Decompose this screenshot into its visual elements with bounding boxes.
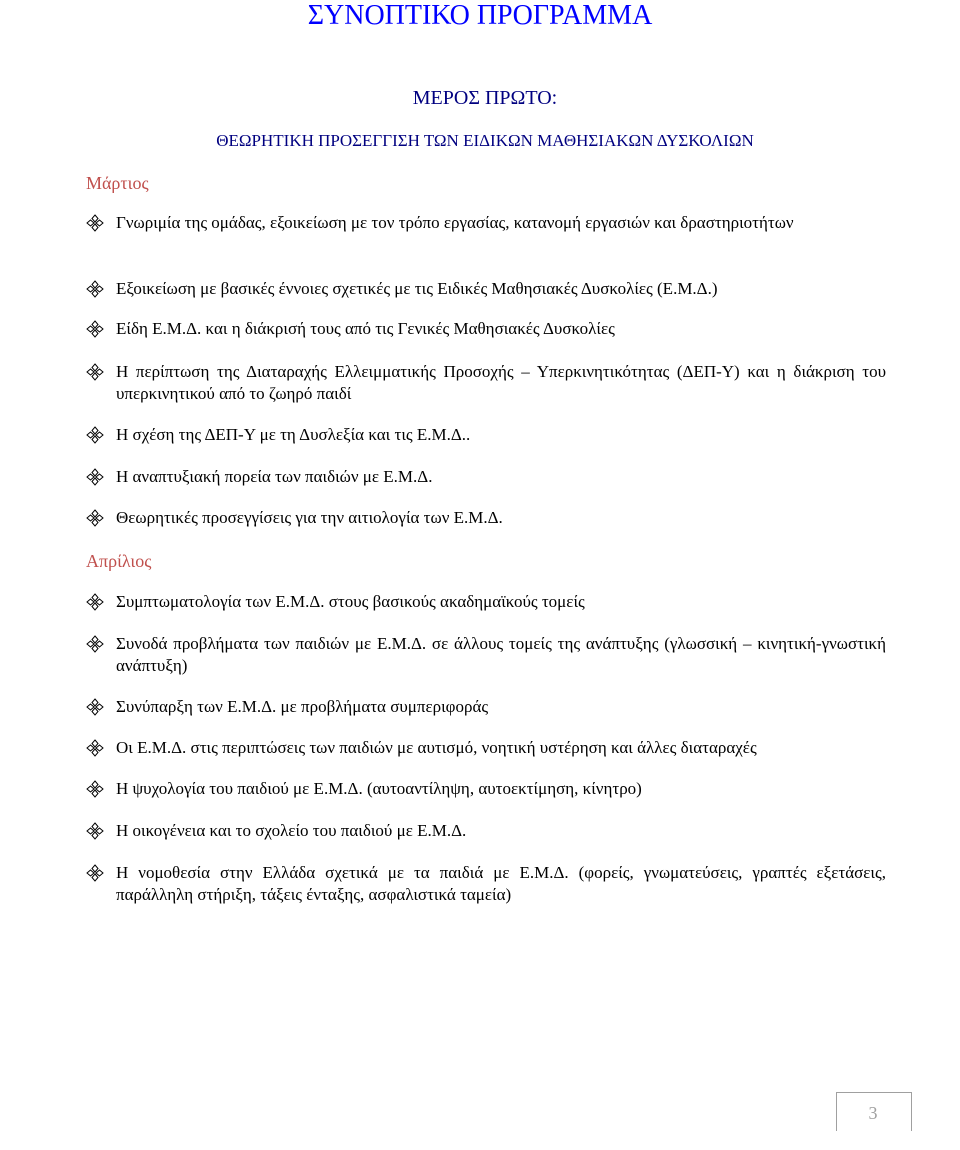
list-item [86, 633, 886, 677]
four-diamond-bullet-icon [86, 864, 104, 882]
list-item-text: Θεωρητικές προσεγγίσεις για την αιτιολογία των Ε.Μ.Δ. [116, 508, 503, 527]
list-item [86, 361, 886, 405]
four-diamond-bullet-icon [86, 509, 104, 527]
list-item [86, 212, 886, 234]
list-item [86, 278, 886, 300]
four-diamond-bullet-icon [86, 320, 104, 338]
month-heading-april: Απρίλιος [86, 551, 152, 571]
four-diamond-bullet-icon [86, 593, 104, 611]
list-item-text: Οι Ε.Μ.Δ. στις περιπτώσεις των παιδιών με αυτισμό, νοητική υστέρηση και άλλες διαταραχές [116, 738, 757, 757]
list-item [86, 318, 886, 340]
list-item-text: Η σχέση της ΔΕΠ-Υ με τη Δυσλεξία και τις Ε.Μ.Δ.. [116, 425, 471, 444]
four-diamond-bullet-icon [86, 214, 104, 232]
list-item-text: Εξοικείωση με βασικές έννοιες σχετικές με τις Ειδικές Μαθησιακές Δυσκολίες (Ε.Μ.Δ.) [116, 279, 718, 298]
list-item-text: Συμπτωματολογία των Ε.Μ.Δ. στους βασικούς ακαδημαϊκούς τομείς [116, 592, 585, 611]
list-item-text: Η οικογένεια και το σχολείο του παιδιού με Ε.Μ.Δ. [116, 821, 467, 840]
list-item [86, 466, 886, 488]
list-item-text: Η αναπτυξιακή πορεία των παιδιών με Ε.Μ.Δ. [116, 467, 433, 486]
list-item-text: Η ψυχολογία του παιδιού με Ε.Μ.Δ. (αυτοαντίληψη, αυτοεκτίμηση, κίνητρο) [116, 779, 642, 798]
list-item-text: Η νομοθεσία στην Ελλάδα σχετικά με τα παιδιά με Ε.Μ.Δ. (φορείς, γνωματεύσεις, γραπτές εξετάσεις, παράλληλη στήριξη, τάξεις ένταξης, ασφαλιστικά ταμεία) [116, 863, 886, 904]
list-item [86, 737, 886, 759]
page-number: 3 [868, 1103, 878, 1123]
four-diamond-bullet-icon [86, 426, 104, 444]
four-diamond-bullet-icon [86, 635, 104, 653]
list-item [86, 591, 886, 613]
list-item-text: Γνωριμία της ομάδας, εξοικείωση με τον τρόπο εργασίας, κατανομή εργασιών και δραστηριοτήτων [116, 213, 794, 232]
list-item [86, 778, 886, 800]
list-item [86, 507, 886, 529]
list-item [86, 820, 886, 842]
four-diamond-bullet-icon [86, 739, 104, 757]
part-subtitle: ΘΕΩΡΗΤΙΚΗ ΠΡΟΣΕΓΓΙΣΗ ΤΩΝ ΕΙΔΙΚΩΝ ΜΑΘΗΣΙΑΚΩΝ ΔΥΣΚΟΛΙΩΝ [216, 131, 754, 150]
list-item-text: Συνύπαρξη των Ε.Μ.Δ. με προβλήματα συμπεριφοράς [116, 697, 489, 716]
list-item [86, 862, 886, 906]
four-diamond-bullet-icon [86, 822, 104, 840]
four-diamond-bullet-icon [86, 780, 104, 798]
list-item-text: Είδη Ε.Μ.Δ. και η διάκρισή τους από τις Γενικές Μαθησιακές Δυσκολίες [116, 319, 615, 338]
document-title: ΣΥΝΟΠΤΙΚΟ ΠΡΟΓΡΑΜΜΑ [307, 0, 653, 31]
four-diamond-bullet-icon [86, 280, 104, 298]
four-diamond-bullet-icon [86, 698, 104, 716]
four-diamond-bullet-icon [86, 363, 104, 381]
list-item [86, 424, 886, 446]
list-item [86, 696, 886, 718]
month-heading-march: Μάρτιος [86, 173, 149, 193]
list-item-text: Η περίπτωση της Διαταραχής Ελλειμματικής Προσοχής – Υπερκινητικότητας (ΔΕΠ-Υ) και η διάκριση του υπερκινητικού από το ζωηρό παιδί [116, 362, 886, 403]
four-diamond-bullet-icon [86, 468, 104, 486]
part-title: ΜΕΡΟΣ ΠΡΩΤΟ: [412, 87, 558, 109]
list-item-text: Συνοδά προβλήματα των παιδιών με Ε.Μ.Δ. σε άλλους τομείς της ανάπτυξης (γλωσσική – κινητική-γνωστική ανάπτυξη) [116, 634, 886, 675]
